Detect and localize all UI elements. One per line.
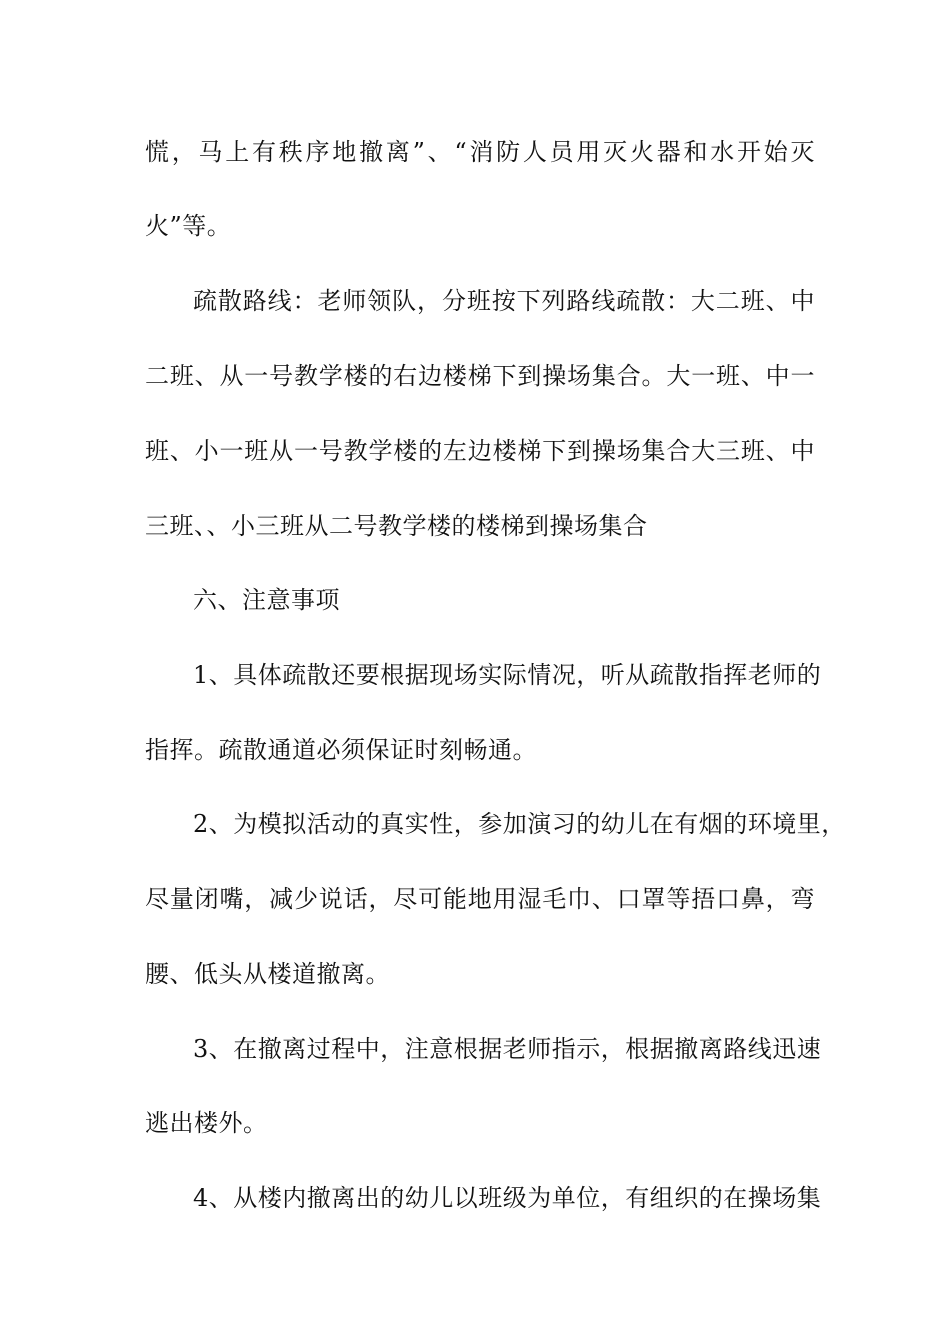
text-line-8: 1、具体疏散还要根据现场实际情况，听从疏散指挥老师的 (193, 661, 822, 689)
text-line-6: 三班、、小三班从二号教学楼的楼梯到操场集合 (145, 512, 648, 540)
text-line-1: 慌，马上有秩序地撤离”、“消防人员用灭火器和水开始灭 (145, 138, 815, 166)
text-line-5: 班、小一班从一号教学楼的左边楼梯下到操场集合大三班、中 (145, 437, 815, 465)
text-line-4: 二班、从一号教学楼的右边楼梯下到操场集合。大一班、中一 (145, 362, 815, 390)
text-line-12: 腰、低头从楼道撤离。 (145, 960, 390, 988)
text-line-15: 4、从楼内撤离出的幼儿以班级为单位，有组织的在操场集 (193, 1184, 822, 1212)
text-line-10: 2、为模拟活动的真实性，参加演习的幼儿在有烟的环境里， (193, 810, 846, 838)
text-line-3: 疏散路线：老师领队，分班按下列路线疏散：大二班、中 (193, 287, 815, 315)
text-line-13: 3、在撤离过程中，注意根据老师指示，根据撤离路线迅速 (193, 1035, 822, 1063)
section-heading: 六、注意事项 (193, 586, 340, 614)
text-line-2: 火”等。 (145, 212, 232, 240)
text-line-9: 指挥。疏散通道必须保证时刻畅通。 (145, 736, 537, 764)
text-line-11: 尽量闭嘴，减少说话，尽可能地用湿毛巾、口罩等捂口鼻，弯 (145, 885, 815, 913)
text-line-14: 逃出楼外。 (145, 1109, 268, 1137)
